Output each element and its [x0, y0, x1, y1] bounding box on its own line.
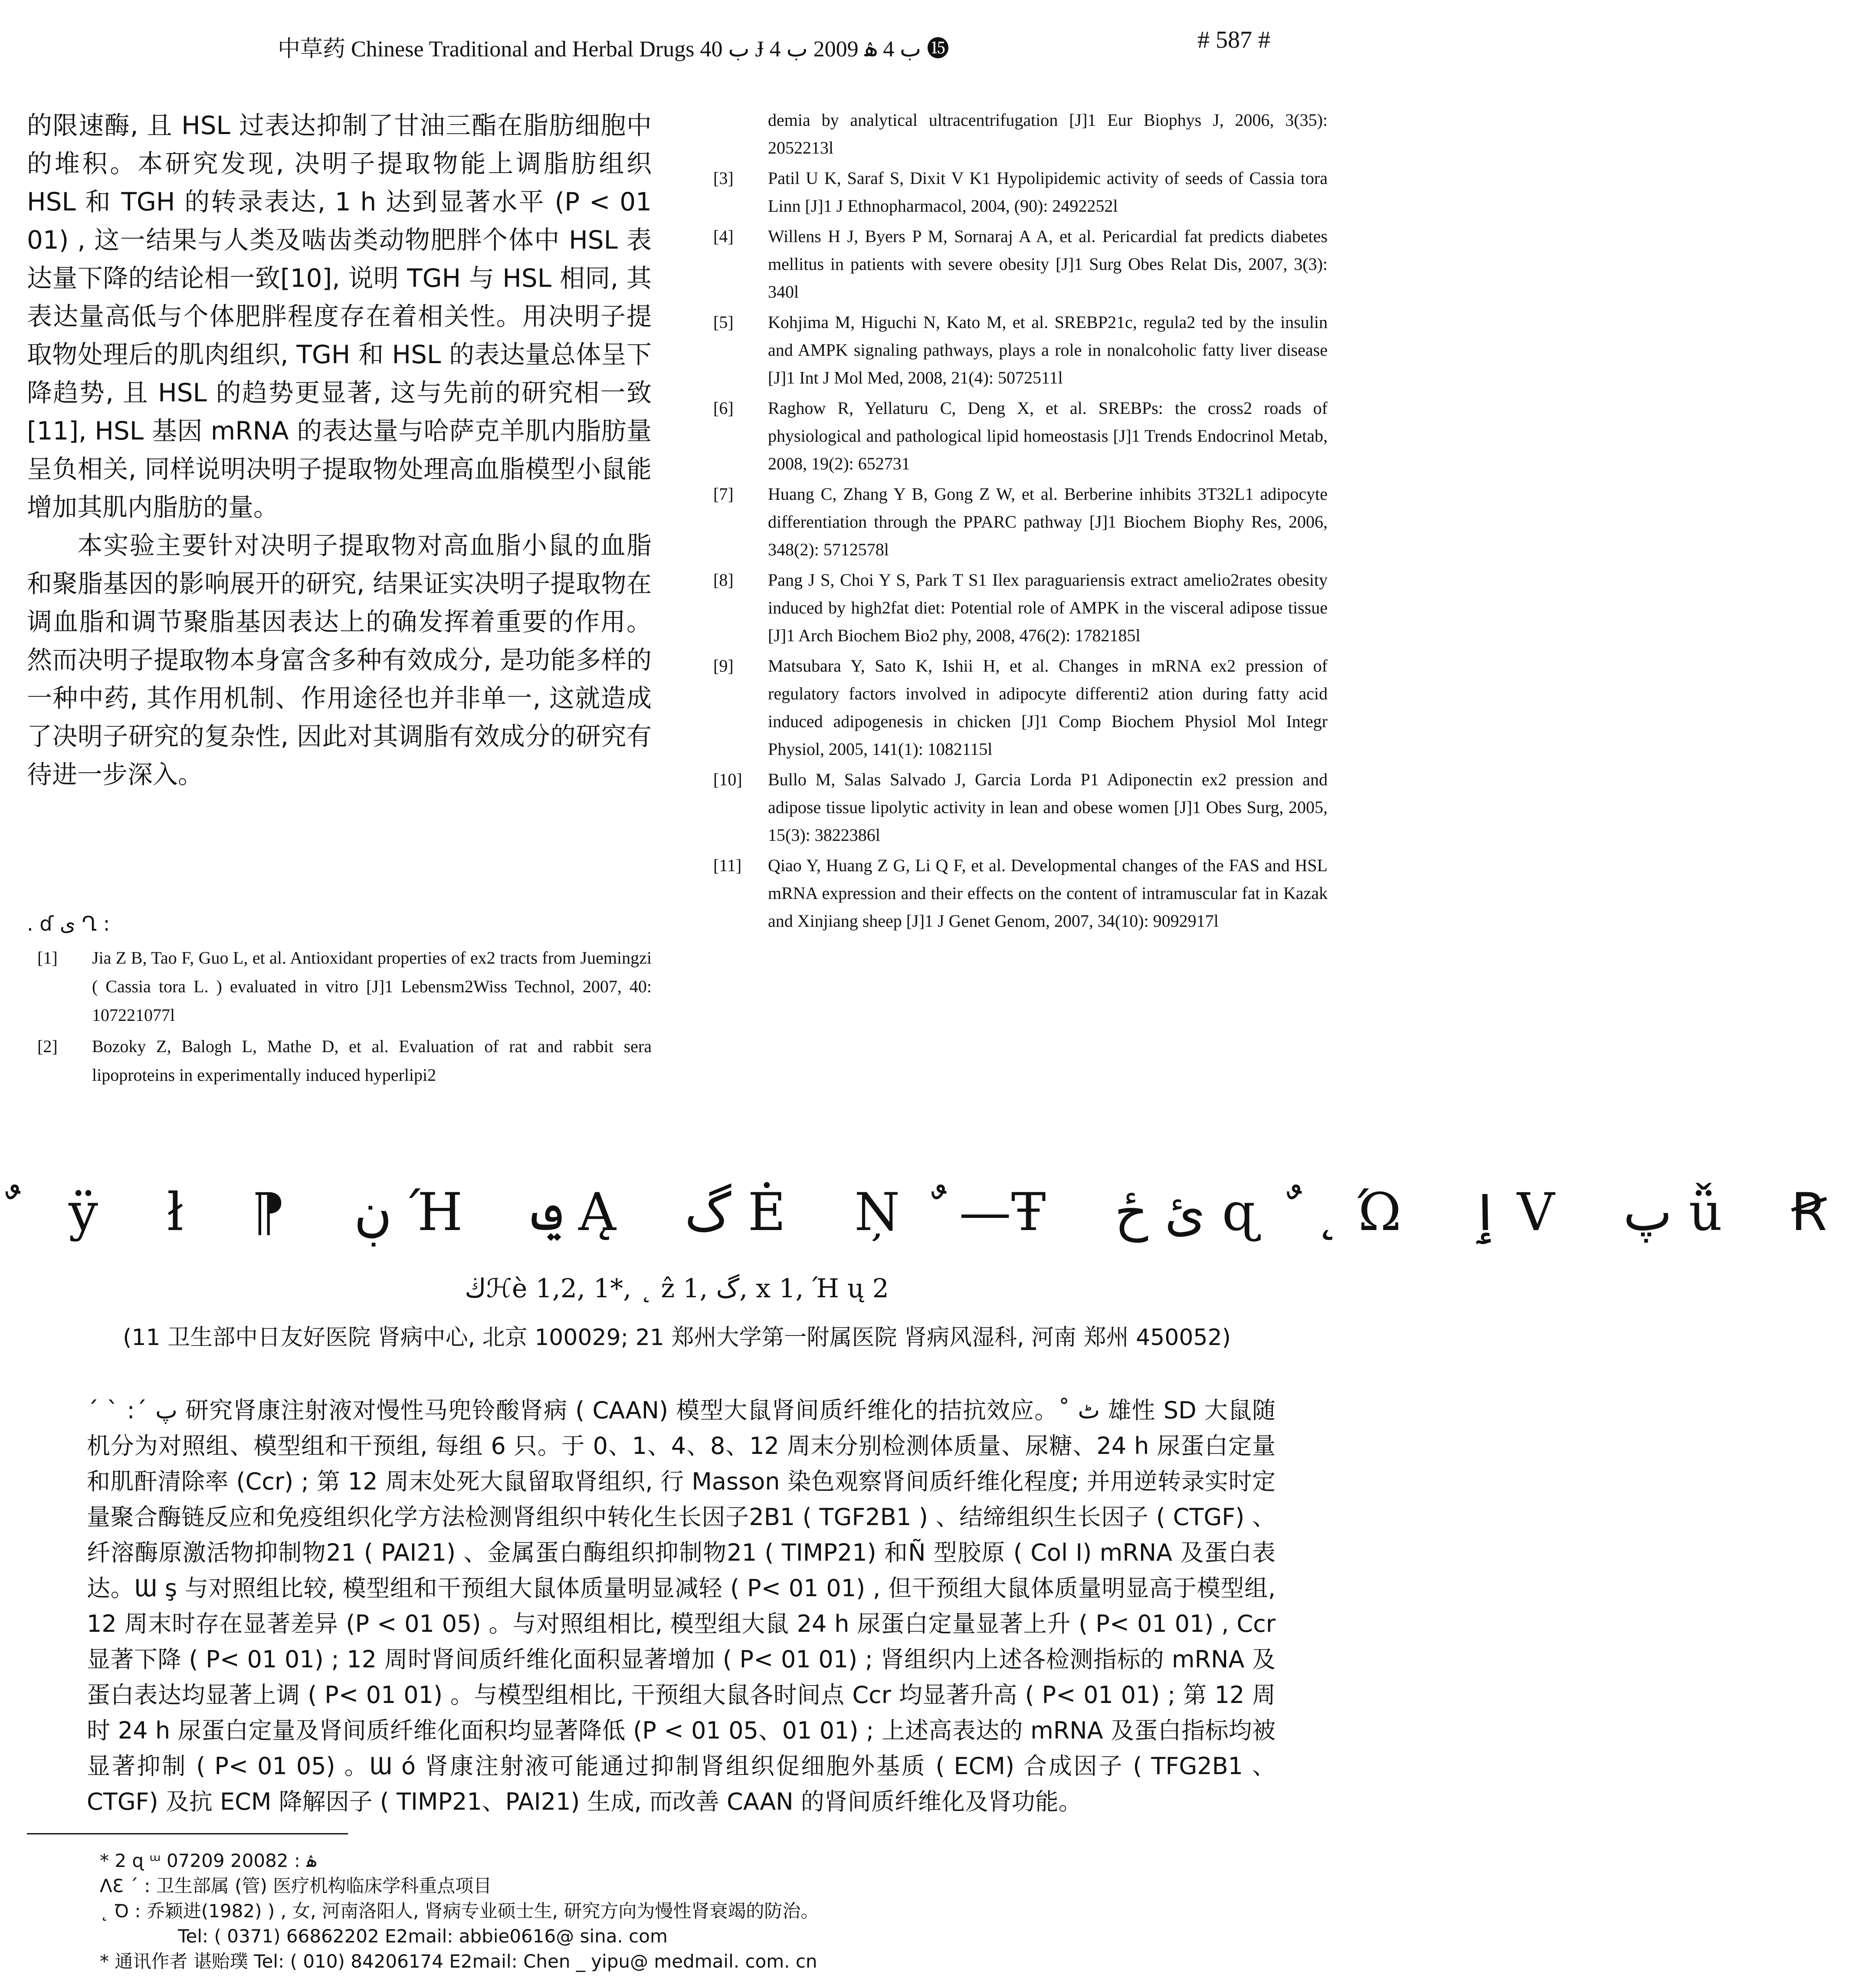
reference-item	[703, 308, 1328, 392]
body-paragraph: 的限速酶, 且 HSL 过表达抑制了甘油三酯在脂肪细胞中的堆积。本研究发现, 决明子提取物能上调脂肪组织 HSL 和 TGH 的转录表达, 1 h 达到显著水平 (P < 01 01) , 这一结果与人类及啮齿类动物肥胖个体中 HSL 表达量下降的结论相一致[10], 说明 TGH 与 HSL 相同, 其表达量高低与个体肥胖程度存在着相关性。用决明子提取物处理后的肌肉组织, TGH 和 HSL 的表达量总体呈下降趋势, 且 HSL 的趋势更显著, 这与先前的研究相一致[11], HSL 基因 mRNA 的表达量与哈萨克羊肌内脂肪量呈负相关, 同样说明决明子提取物处理高血脂模型小鼠能增加其肌内脂肪的量。	[27, 111, 652, 522]
footnote-author-bio: ˛ Ꝺ : 乔颖进(1982) ) , 女, 河南洛阳人, 肾病专业硕士生, 研究方向为慢性肾衰竭的防治。	[100, 1900, 819, 1922]
reference-number: [6]	[713, 398, 734, 418]
reference-text: Matsubara Y, Sato K, Ishii H, et al. Changes in mRNA ex2 pression of regulatory factors involved in adipocyte differenti2 ation during fatty acid induced adipogenesis in chicken [J]1 Comp Biochem Physiol Mol Integr Physiol, 2005, 141(1): 1082115l	[768, 656, 1328, 759]
references-heading: . ɗ ى Ղ :	[27, 912, 110, 935]
reference-item	[703, 394, 1328, 478]
footnote-funding: ɅƐ ˊ : 卫生部属 (管) 医疗机构临床学科重点项目	[100, 1875, 492, 1896]
reference-text: demia by analytical ultracentrifugation [J]1 Eur Biophys J, 2006, 3(35): 2052213l	[768, 110, 1328, 157]
reference-number: [1]	[37, 948, 58, 968]
reference-item	[703, 566, 1328, 650]
reference-text: Kohjima M, Higuchi N, Kato M, et al. SREBP21c, regula2 ted by the insulin and AMPK signaling pathways, plays a role in nonalcoholic fatty liver disease [J]1 Int J Mol Med, 2008, 21(4): 5072511l	[768, 312, 1328, 387]
reference-text: Patil U K, Saraf S, Dixit V K1 Hypolipidemic activity of seeds of Cassia tora Linn [J]1 J Ethnopharmacol, 2004, (90): 2492252l	[768, 168, 1328, 216]
footnote-author-contact: Tel: ( 0371) 66862202 E2mail: abbie0616@ sina. com	[178, 1926, 668, 1947]
reference-item	[703, 223, 1328, 306]
reference-text: Jia Z B, Tao F, Guo L, et al. Antioxidant properties of ex2 tracts from Juemingzi ( Cassia tora L. ) evaluated in vitro [J]1 Lebensm2Wiss Technol, 2007, 40: 107221077l	[92, 948, 652, 1025]
reference-item	[703, 106, 1328, 162]
reference-item	[27, 944, 652, 1030]
abstract-paragraph: ˊ ˋ :ˊ پ 研究肾康注射液对慢性马兜铃酸肾病 ( CAAN) 模型大鼠肾间质纤维化的拮抗效应。˚ ٹ 雄性 SD 大鼠随机分为对照组、模型组和干预组, 每组 6 只。于 0、1、4、8、12 周末分别检测体质量、尿糖、24 h 尿蛋白定量和肌酐清除率 (Ccr) ; 第 12 周末处死大鼠留取肾组织, 行 Masson 染色观察肾间质纤维化程度; 并用逆转录实时定量聚合酶链反应和免疫组织化学方法检测肾组织中转化生长因子2B1 ( TGF2B1 ) 、结缔组织生长因子 ( CTGF) 、纤溶酶原激活物抑制物21 ( PAI21) 、金属蛋白酶组织抑制物21 ( TIMP21) 和Ñ 型胶原 ( Col I) mRNA 及蛋白表达。Ɯ ş 与对照组比较, 模型组和干预组大鼠体质量明显减轻 ( P< 01 01) , 但干预组大鼠体质量明显高于模型组, 12 周末时存在显著差异 (P < 01 05) 。与对照组相比, 模型组大鼠 24 h 尿蛋白定量显著上升 ( P< 01 01) , Ccr 显著下降 ( P< 01 01) ; 12 周时肾间质纤维化面积显著增加 ( P< 01 01) ; 肾组织内上述各检测指标的 mRNA 及蛋白表达均显著上调 ( P< 01 01) 。与模型组相比, 干预组大鼠各时间点 Ccr 均显著升高 ( P< 01 01) ; 第 12 周时 24 h 尿蛋白定量及肾间质纤维化面积均显著降低 (P < 01 05、01 01) ; 上述高表达的 mRNA 及蛋白指标均被显著抑制 ( P< 01 05) 。Ɯ ó 肾康注射液可能通过抑制肾组织促细胞外基质 ( ECM) 合成因子 ( TFG2B1 、CTGF) 及抗 ECM 降解因子 ( TIMP21、PAI21) 生成, 而改善 CAAN 的肾间质纤维化及肾功能。	[87, 1397, 1276, 1815]
reference-item	[27, 1032, 652, 1089]
reference-text: Willens H J, Byers P M, Sornaraj A A, et al. Pericardial fat predicts diabetes mellitus in patients with severe obesity [J]1 Surg Obes Relat Dis, 2007, 3(3): 340l	[768, 226, 1328, 302]
article-affiliation: (11 卫生部中日友好医院 肾病中心, 北京 100029; 21 郑州大学第一附属医院 肾病风湿科, 河南 郑州 450052)	[123, 1325, 1231, 1351]
reference-item	[703, 852, 1328, 935]
reference-list-right	[703, 106, 1328, 938]
reference-item	[703, 652, 1328, 763]
reference-item	[703, 766, 1328, 849]
reference-number: [3]	[713, 168, 734, 188]
reference-number: [2]	[37, 1037, 58, 1056]
journal-running-title: 中草药 Chinese Traditional and Herbal Drugs ب 40 Ɉ ب 4 ۿ 2009 ب 4 ⓯	[278, 37, 950, 62]
reference-text: Bullo M, Salas Salvado J, Garcia Lorda P1 Adiponectin ex2 pression and adipose tissue lipolytic activity in lean and obese women [J]1 Obes Surg, 2005, 15(3): 3822386l	[768, 770, 1328, 845]
reference-number: [7]	[713, 484, 734, 504]
running-header	[0, 26, 1354, 82]
reference-item	[703, 480, 1328, 564]
footnote-corresponding-author: * 通讯作者 谌贻璞 Tel: ( 010) 84206174 E2mail: Chen _ yipu@ medmail. com. cn	[100, 1951, 817, 1972]
reference-text: Qiao Y, Huang Z G, Li Q F, et al. Developmental changes of the FAS and HSL mRNA expression and their effects on the content of intramuscular fat in Kazak and Xinjiang sheep [J]1 J Genet Genom, 2007, 34(10): 9092917l	[768, 856, 1328, 931]
article-title: ٌ ÿ ł ⁋ ڹ Ή ݠ Ą گ Ė Ņ ٌ —Ŧ ئ ځ ɋ ٌ ˛ Ώ ٳ V پ ǚ Ꞧ	[0, 1182, 1853, 1243]
page-number: # 587 #	[1197, 26, 1270, 53]
body-paragraph: 本实验主要针对决明子提取物对高血脂小鼠的血脂和聚脂基因的影响展开的研究, 结果证实决明子提取物在调血脂和调节聚脂基因表达上的确发挥着重要的作用。然而决明子提取物本身富含多种有效成分, 是功能多样的一种中药, 其作用机制、作用途径也并非单一, 这就造成了决明子研究的复杂性, 因此对其调脂有效成分的研究有待进一步深入。	[27, 531, 652, 789]
reference-number: [11]	[713, 856, 742, 875]
reference-text: Bozoky Z, Balogh L, Mathe D, et al. Evaluation of rat and rabbit sera lipoproteins in experimentally induced hyperlipi2	[92, 1037, 652, 1085]
footnotes	[48, 1848, 1306, 1974]
reference-text: Pang J S, Choi Y S, Park T S1 Ilex paraguariensis extract amelio2rates obesity induced by high2fat diet: Potential role of AMPK in the visceral adipose tissue [J]1 Arch Biochem Bio2 phy, 2008, 476(2): 1782185l	[768, 570, 1328, 645]
reference-text: Raghow R, Yellaturu C, Deng X, et al. SREBPs: the cross2 roads of physiological and pathological lipid homeostasis [J]1 Trends Endocrinol Metab, 2008, 19(2): 652731	[768, 398, 1328, 473]
reference-number: [10]	[713, 770, 742, 789]
reference-item	[703, 164, 1328, 220]
left-column-body	[27, 106, 652, 794]
footnote-divider	[27, 1833, 348, 1834]
article-abstract	[87, 1393, 1276, 1820]
reference-number: [9]	[713, 656, 734, 676]
article-authors: ڬℋè 1,2, 1*, ˛ ẑ 1, گ, x 1, Ή ų 2	[465, 1273, 889, 1304]
reference-number: [8]	[713, 570, 734, 590]
footnote-received-date: * 2 ɋ ᵚ ۿ : 20082 07209	[100, 1850, 317, 1871]
reference-text: Huang C, Zhang Y B, Gong Z W, et al. Berberine inhibits 3T32L1 adipocyte differentiation through the PPARC pathway [J]1 Biochem Biophy Res, 2006, 348(2): 5712578l	[768, 484, 1328, 559]
reference-list-left	[27, 944, 652, 1092]
reference-number: [5]	[713, 312, 734, 332]
reference-number: [4]	[713, 226, 734, 246]
